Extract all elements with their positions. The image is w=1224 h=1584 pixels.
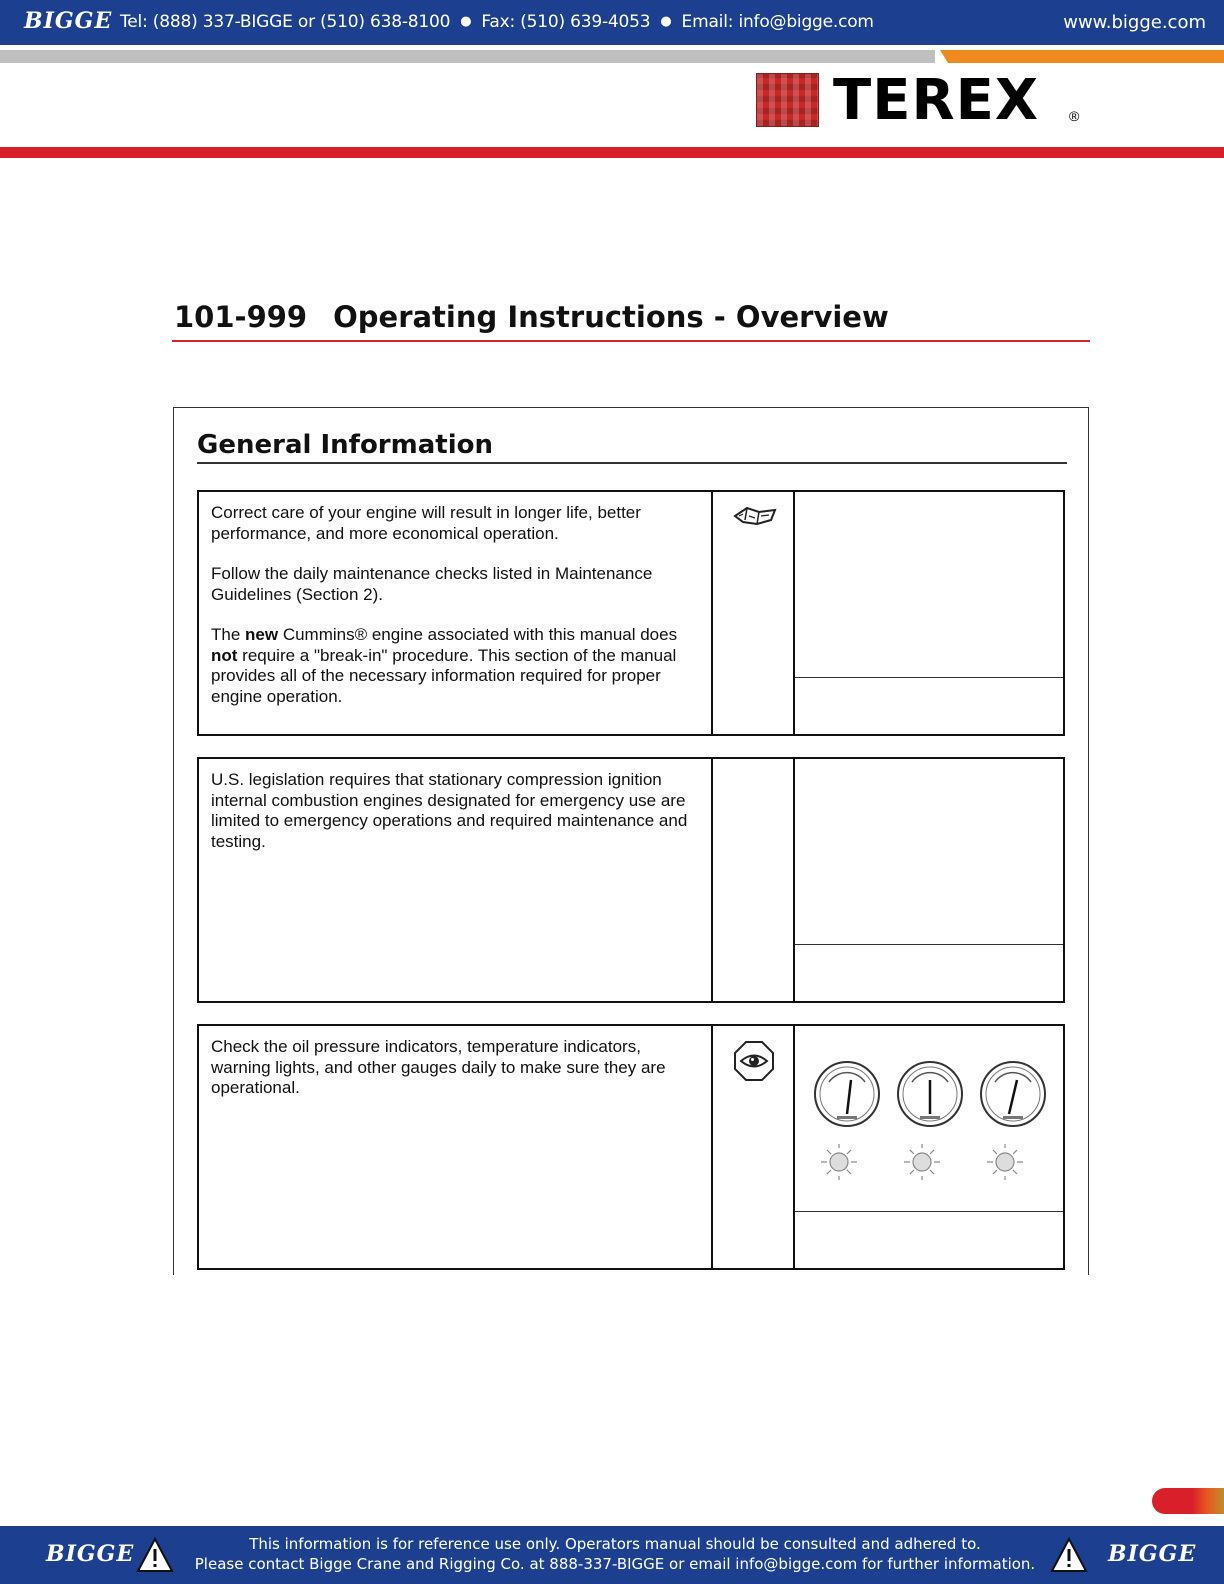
- gray-stripe: [0, 50, 935, 63]
- footer-bar: [0, 1526, 1224, 1584]
- paragraph: Follow the daily maintenance checks listed in Maintenance Guidelines (Section 2).: [211, 564, 653, 604]
- bold-text: new: [245, 625, 279, 644]
- page-title: [174, 300, 889, 334]
- warning-light-2: [904, 1144, 940, 1180]
- bold-text: not: [211, 645, 238, 665]
- block-text: [197, 757, 713, 1003]
- figure-cell: [795, 490, 1065, 736]
- title-underline: [172, 340, 1090, 342]
- top-contact-bar: [0, 0, 1224, 45]
- text-run: The: [211, 625, 246, 644]
- red-stripe: [0, 147, 1224, 158]
- block-text: [197, 1024, 713, 1270]
- section-divider: [197, 462, 1067, 464]
- orange-stripe: [940, 50, 1224, 63]
- gauge-temperature: [898, 1062, 962, 1126]
- separator-dot: ●: [660, 14, 672, 29]
- figure-area: [795, 1026, 1063, 1212]
- terex-logo: TEREX: [833, 68, 1040, 133]
- gauges-figure: [807, 1056, 1053, 1206]
- bigge-logo: BIGGE: [24, 8, 113, 34]
- section-title: Operating Instructions - Overview: [333, 300, 889, 334]
- contact-info: [120, 12, 874, 32]
- warning-triangle-icon: [1050, 1537, 1088, 1573]
- text-run: Cummins® engine associated with this manual does: [278, 625, 678, 644]
- figure-area: [795, 492, 1063, 678]
- email-address[interactable]: Email: info@bigge.com: [681, 12, 874, 32]
- info-block-gauges: [197, 1024, 1065, 1270]
- gauge-voltage: [981, 1062, 1045, 1126]
- separator-dot: ●: [460, 14, 472, 29]
- terex-logo-mark: [756, 73, 819, 127]
- warning-triangle-icon: [136, 1537, 174, 1573]
- disclaimer-line-1: This information is for reference use only. Operators manual should be consulted and adhered to.: [249, 1535, 981, 1553]
- paragraph: U.S. legislation requires that stationary compression ignition internal combustion engines designated for emergency use are limited to emergency operations and required maintenance and testing.: [211, 770, 688, 851]
- gauge-oil-pressure: [815, 1062, 879, 1126]
- section-heading: General Information: [197, 430, 493, 460]
- block-text: [197, 490, 713, 736]
- inspect-eye-icon: [733, 1040, 775, 1082]
- phone-number: Tel: (888) 337-BIGGE or (510) 638-8100: [120, 12, 451, 32]
- disclaimer-line-2: Please contact Bigge Crane and Rigging Co. at 888-337-BIGGE or email info@bigge.com for further information.: [194, 1555, 1036, 1573]
- icon-cell: [713, 490, 795, 736]
- section-number: 101-999: [174, 300, 308, 334]
- icon-cell: [713, 1024, 795, 1270]
- disclaimer-text: [190, 1534, 1040, 1574]
- figure-cell: [795, 1024, 1065, 1270]
- text-run: require a "break-in" procedure. This section of the manual provides all of the necessary information required for proper engine operation.: [211, 645, 677, 706]
- figure-cell: [795, 757, 1065, 1003]
- bigge-logo: BIGGE: [46, 1541, 135, 1567]
- paragraph: Check the oil pressure indicators, temperature indicators, warning lights, and other gauges daily to make sure they are operational.: [211, 1037, 666, 1097]
- bigge-logo: BIGGE: [1108, 1541, 1197, 1567]
- website-link[interactable]: www.bigge.com: [1063, 12, 1206, 33]
- paragraph: Correct care of your engine will result in longer life, better performance, and more economical operation.: [211, 503, 641, 543]
- icon-cell: [713, 757, 795, 1003]
- warning-light-1: [821, 1144, 857, 1180]
- registered-mark: ®: [1069, 108, 1080, 124]
- info-block-legislation: [197, 757, 1065, 1003]
- paragraph: [211, 625, 699, 707]
- manual-book-icon: [731, 504, 779, 528]
- fax-number: Fax: (510) 639-4053: [481, 12, 651, 32]
- info-block-care: [197, 490, 1065, 736]
- warning-light-3: [987, 1144, 1023, 1180]
- color-tab: [1152, 1488, 1224, 1514]
- figure-area: [795, 759, 1063, 945]
